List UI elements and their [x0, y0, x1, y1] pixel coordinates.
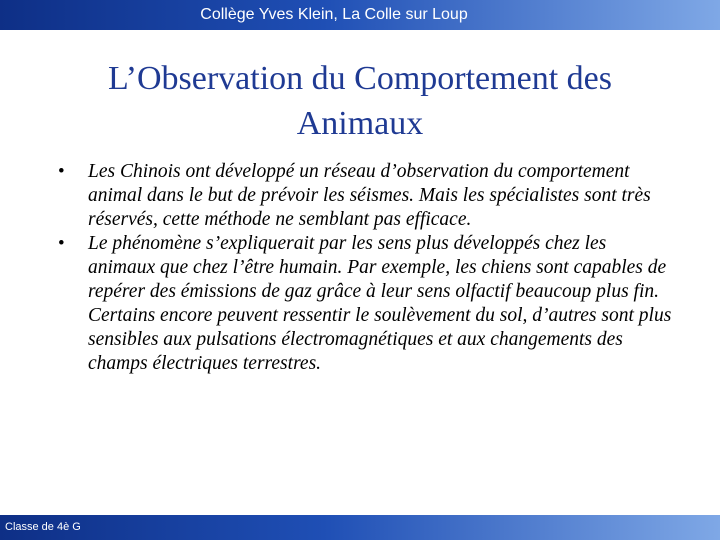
- bullet-marker: •: [58, 161, 65, 182]
- slide-title: [40, 56, 680, 146]
- bullet-marker: •: [58, 233, 65, 254]
- school-name: Collège Yves Klein, La Colle sur Loup: [200, 6, 468, 23]
- footer-bar: [0, 515, 720, 540]
- bullet-item: [58, 160, 678, 232]
- bullet-text: Les Chinois ont développé un réseau d’observation du comportement animal dans le but de prévoir les séismes. Mais les spécialistes sont très réservés, cette méthode ne semblant pas efficace.: [88, 161, 651, 230]
- bullet-text: Le phénomène s’expliquerait par les sens plus développés chez les animaux que chez l’être humain. Par exemple, les chiens sont capables de repérer des émissions de gaz grâce à leur sens olfactif beaucoup plus fin. Certains encore peuvent ressentir le soulèvement du sol, d’autres sont plus sensibles aux pulsations électromagnétiques et aux changements des champs électriques terrestres.: [88, 233, 672, 374]
- header-bar: [0, 0, 720, 30]
- slide-title-line-1: L’Observation du Comportement des: [108, 60, 612, 97]
- bullet-list: [58, 160, 678, 376]
- slide-title-line-2: Animaux: [296, 105, 424, 142]
- class-label: Classe de 4è G: [5, 521, 81, 533]
- bullet-item: [58, 232, 678, 376]
